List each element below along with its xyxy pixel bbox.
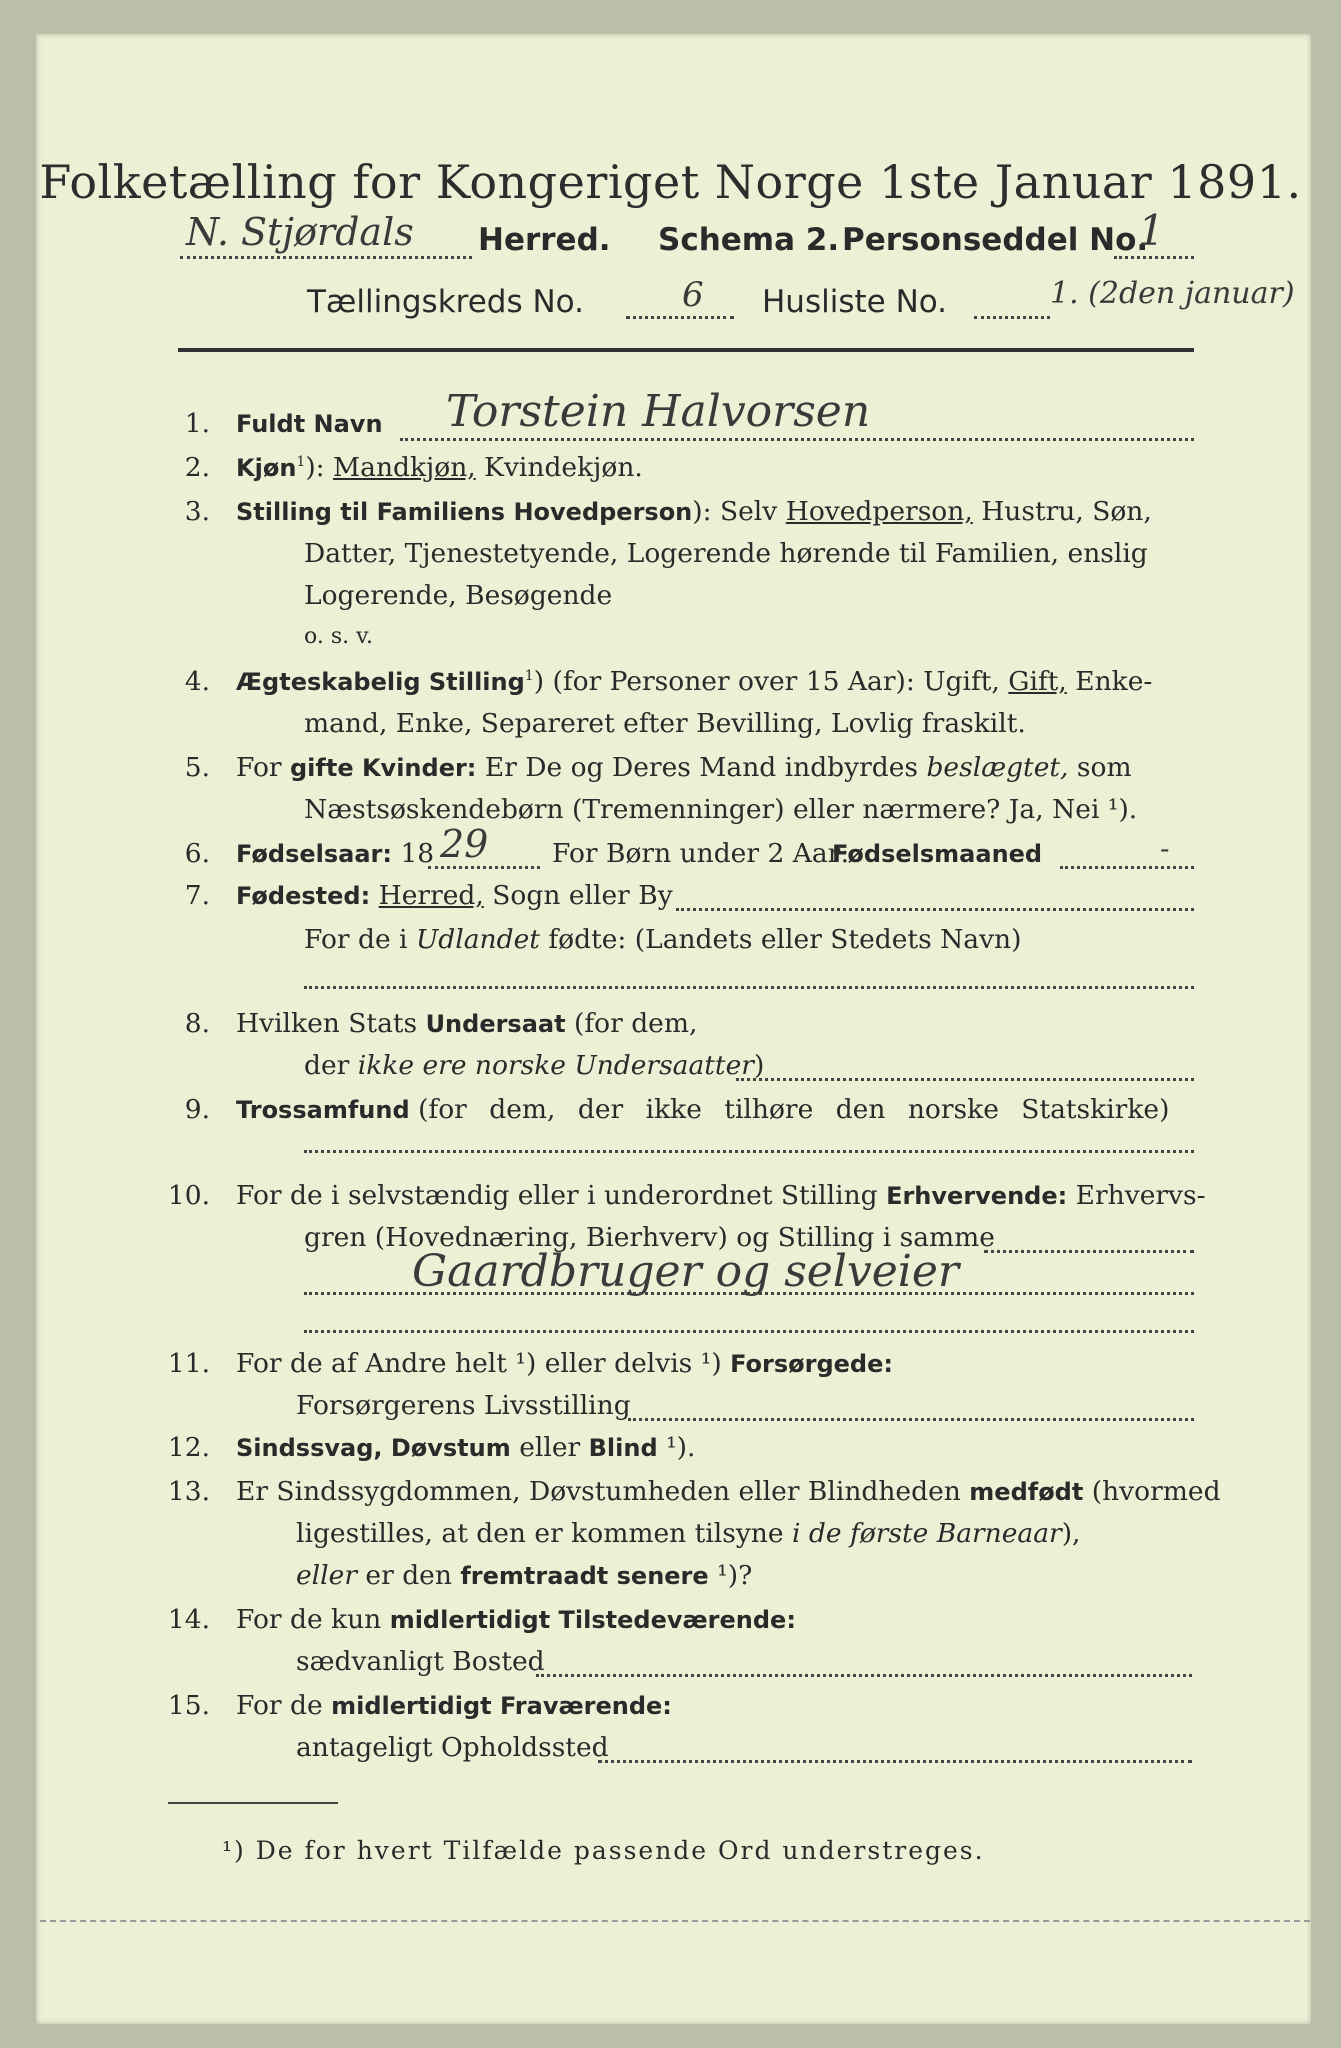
text: sædvanligt Bosted bbox=[296, 1646, 545, 1677]
field-label: Fødselsaar: bbox=[236, 840, 392, 868]
kreds-dotted-line bbox=[626, 316, 734, 319]
text: Er De og Deres Mand indbyrdes bbox=[484, 752, 919, 783]
field-number: 14. bbox=[167, 1604, 210, 1635]
form-title: Folketælling for Kongeriget Norge 1ste Januar 1891. bbox=[39, 155, 1302, 209]
field-label: Erhvervende: bbox=[886, 1182, 1068, 1210]
field-number: 6. bbox=[184, 838, 210, 869]
name-dotted-line bbox=[400, 438, 1194, 441]
field-number: 4. bbox=[184, 666, 210, 697]
husliste-label: Husliste No. bbox=[762, 284, 948, 320]
option-kvindekjon: Kvindekjøn. bbox=[484, 452, 643, 483]
text: (hvormed bbox=[1091, 1476, 1221, 1507]
text: gren (Hovednæring, Bierhverv) og Stilling i samme bbox=[304, 1222, 995, 1253]
provider-dotted-line bbox=[628, 1418, 1194, 1421]
text: ): Selv bbox=[692, 496, 778, 527]
birth-year-value: 29 bbox=[440, 822, 489, 866]
text: For de i selvstændig eller i underordnet Stilling bbox=[236, 1180, 878, 1211]
husliste-value: 1. (2den januar) bbox=[1050, 276, 1295, 311]
kreds-label: Tællingskreds No. bbox=[307, 284, 584, 320]
field-label: Undersaat bbox=[425, 1010, 566, 1038]
birth-year-dotted-line bbox=[428, 866, 540, 869]
field-label: Kjøn bbox=[236, 454, 297, 482]
text: eller bbox=[296, 1560, 357, 1591]
personseddel-label: Personseddel No. bbox=[842, 222, 1149, 258]
text: ) (for Personer over 15 Aar): Ugift, bbox=[533, 666, 1000, 697]
text: er den bbox=[365, 1560, 452, 1591]
foreign-birthplace-dotted-line bbox=[304, 986, 1194, 989]
birth-month-value: - bbox=[1160, 832, 1170, 865]
field-number: 2. bbox=[184, 452, 210, 483]
text: mand, Enke, Separeret efter Bevilling, Lovlig fraskilt. bbox=[304, 708, 1026, 739]
text: ), bbox=[1061, 1518, 1081, 1549]
text: For de kun bbox=[236, 1604, 382, 1635]
full-name-value: Torstein Halvorsen bbox=[446, 386, 871, 437]
option-gift: Gift, bbox=[1008, 666, 1067, 697]
text: Sogn eller By bbox=[492, 880, 673, 911]
text: Hustru, Søn, bbox=[981, 496, 1152, 527]
field-number: 7. bbox=[184, 880, 210, 911]
text: o. s. v. bbox=[304, 624, 373, 649]
nationality-dotted-line bbox=[736, 1078, 1194, 1081]
field-label: Ægteskabelig Stilling bbox=[236, 668, 525, 696]
field-label: Fødested: bbox=[236, 882, 371, 910]
birth-month-dotted-line bbox=[1060, 866, 1194, 869]
text: Datter, Tjenestetyende, Logerende hørende til Familien, enslig bbox=[304, 538, 1148, 569]
text: Logerende, Besøgende bbox=[304, 580, 613, 611]
text: For de i bbox=[304, 924, 408, 955]
field-label: Fuldt Navn bbox=[236, 410, 383, 438]
occupation-dotted-line-3 bbox=[304, 1330, 1194, 1333]
text: som bbox=[1076, 752, 1132, 783]
text: Enke- bbox=[1075, 666, 1153, 697]
footnote-marker: 1 bbox=[296, 454, 306, 471]
occupation-dotted-line-2 bbox=[304, 1292, 1194, 1295]
text: ) bbox=[753, 1050, 765, 1081]
text: Erhvervs- bbox=[1075, 1180, 1206, 1211]
field-number: 8. bbox=[184, 1008, 210, 1039]
field-label: Blind bbox=[588, 1434, 658, 1462]
text: ikke ere norske Undersaatter bbox=[357, 1050, 754, 1081]
field-label: Forsørgede: bbox=[730, 1350, 893, 1378]
text: For de af Andre helt ¹) eller delvis ¹) bbox=[236, 1348, 722, 1379]
header-rule bbox=[178, 348, 1194, 352]
text: beslægtet, bbox=[926, 752, 1069, 783]
husliste-dotted-line bbox=[974, 316, 1050, 319]
text: (for dem, der ikke tilhøre den norske Statskirke) bbox=[418, 1094, 1170, 1125]
text: For bbox=[236, 752, 282, 783]
text: antageligt Opholdssted bbox=[296, 1732, 609, 1763]
text: der bbox=[304, 1050, 350, 1081]
kreds-value: 6 bbox=[682, 275, 704, 315]
text: ¹)? bbox=[717, 1560, 753, 1591]
occupation-dotted-line-1 bbox=[984, 1250, 1194, 1253]
text: Næstsøskendebørn (Tremenninger) eller nærmere? Ja, Nei ¹). bbox=[304, 794, 1138, 825]
text: For Børn under 2 Aar: bbox=[552, 838, 850, 869]
field-label: Trossamfund bbox=[236, 1096, 410, 1124]
footnote: ¹) De for hvert Tilfælde passende Ord understreges. bbox=[222, 1836, 985, 1865]
option-mandkjon: Mandkjøn, bbox=[333, 452, 476, 483]
stay-dotted-line bbox=[598, 1760, 1192, 1763]
personseddel-dotted-line bbox=[1114, 256, 1194, 259]
text: For de bbox=[236, 1690, 323, 1721]
field-label: gifte Kvinder: bbox=[290, 754, 477, 782]
residence-dotted-line bbox=[536, 1674, 1192, 1677]
field-label: medfødt bbox=[969, 1478, 1084, 1506]
schema-label: Schema 2. bbox=[658, 222, 840, 258]
field-number: 13. bbox=[167, 1476, 210, 1507]
field-label: fremtraadt senere bbox=[460, 1562, 709, 1590]
text: ligestilles, at den er kommen tilsyne bbox=[296, 1518, 784, 1549]
field-number: 9. bbox=[184, 1094, 210, 1125]
field-number: 12. bbox=[167, 1432, 210, 1463]
religion-dotted-line bbox=[304, 1150, 1194, 1153]
field-label: midlertidigt Tilstedeværende: bbox=[389, 1606, 796, 1634]
herred-value: N. Stjørdals bbox=[186, 210, 414, 254]
text: 18 bbox=[400, 838, 435, 869]
footnote-rule bbox=[168, 1802, 338, 1804]
personseddel-value: 1 bbox=[1138, 206, 1165, 255]
field-number: 1. bbox=[184, 408, 210, 439]
herred-dotted-line bbox=[180, 256, 472, 259]
text: ¹). bbox=[666, 1432, 696, 1463]
option-herred: Herred, bbox=[378, 880, 484, 911]
text: eller bbox=[519, 1432, 581, 1463]
occupation-value: Gaardbruger og selveier bbox=[412, 1246, 959, 1297]
field-label: Stilling til Familiens Hovedperson bbox=[236, 498, 693, 526]
herred-label: Herred. bbox=[478, 222, 611, 258]
birthplace-dotted-line bbox=[676, 908, 1194, 911]
text: Udlandet bbox=[415, 924, 540, 955]
page-bottom-edge bbox=[40, 1920, 1310, 1924]
field-label: midlertidigt Fraværende: bbox=[331, 1692, 672, 1720]
field-number: 10. bbox=[167, 1180, 210, 1211]
field-number: 5. bbox=[184, 752, 210, 783]
field-label: Fødselsmaaned bbox=[832, 840, 1043, 868]
field-number: 15. bbox=[167, 1690, 210, 1721]
text: (for dem, bbox=[574, 1008, 698, 1039]
option-hovedperson: Hovedperson, bbox=[785, 496, 973, 527]
field-number: 11. bbox=[167, 1348, 210, 1379]
text: Forsørgerens Livsstilling bbox=[296, 1390, 631, 1421]
text: Hvilken Stats bbox=[236, 1008, 418, 1039]
field-label: Sindssvag, Døvstum bbox=[236, 1434, 511, 1462]
text: Er Sindssygdommen, Døvstumheden eller Blindheden bbox=[236, 1476, 961, 1507]
text: fødte: (Landets eller Stedets Navn) bbox=[548, 924, 1022, 955]
field-number: 3. bbox=[184, 496, 210, 527]
text: i de første Barneaar bbox=[791, 1518, 1062, 1549]
